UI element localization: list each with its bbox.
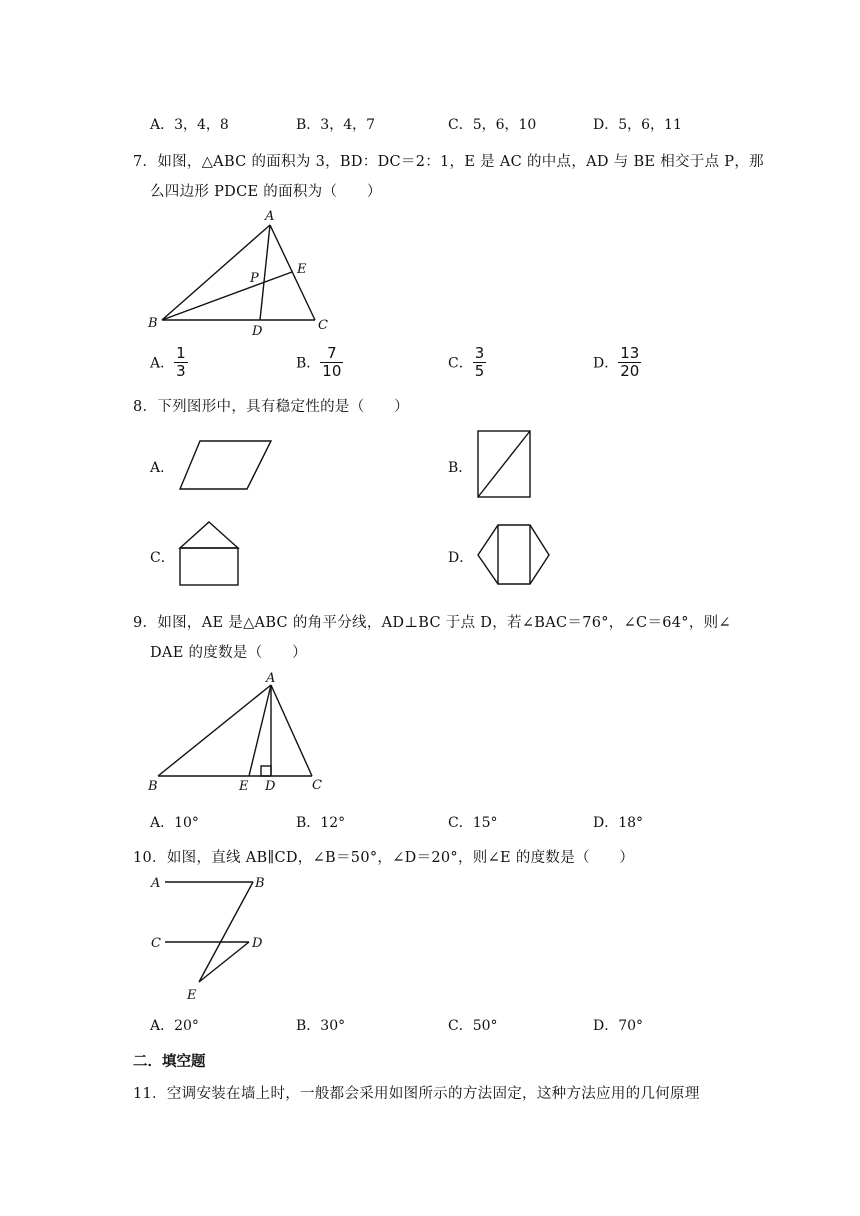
q9-label-c: C [312, 778, 322, 793]
q11-stem-line1: 11．空调安装在墙上时，一般都会采用如图所示的方法固定，这种方法应用的几何原理 [133, 1086, 700, 1102]
q7-option-b [296, 345, 343, 380]
q7-option-c [448, 345, 486, 380]
q7-option-d-num: 13 [620, 344, 640, 362]
q8-option-d-letter: D． [448, 550, 474, 566]
q7-option-a-letter: A． [150, 355, 175, 372]
q10-label-a: A [151, 876, 161, 891]
q7-label-a: A [265, 209, 275, 224]
q9-figure [140, 668, 340, 798]
q9-option-a: A．10° [150, 815, 199, 831]
q10-label-c: C [151, 936, 161, 951]
q10-label-b: B [255, 876, 265, 891]
q7-option-d [593, 345, 641, 380]
q7-option-c-den: 5 [474, 362, 485, 380]
q10-option-d: D．70° [593, 1018, 644, 1034]
q8-option-b-letter: B． [448, 460, 473, 476]
q8-option-c-letter: C． [150, 550, 175, 566]
q8-figure-rect-diagonal [473, 426, 535, 502]
q10-option-b: B．30° [296, 1018, 346, 1034]
q8-stem-line1: 8．下列图形中，具有稳定性的是（ ） [133, 399, 409, 415]
q7-option-b-num: 7 [320, 345, 343, 363]
q7-figure [140, 205, 340, 340]
q10-label-d: D [252, 936, 263, 951]
q9-label-b: B [148, 779, 158, 794]
q9-stem-line2: DAE 的度数是（ ） [150, 645, 307, 661]
q6-option-a: A．3，4，8 [150, 117, 229, 133]
q7-option-b-den: 10 [322, 362, 342, 380]
q8-figure-house [173, 517, 245, 591]
q7-option-d-den: 20 [620, 362, 640, 380]
q10-figure [145, 868, 275, 1006]
q9-label-d: D [265, 779, 276, 794]
q7-option-a-num: 1 [176, 344, 186, 362]
q7-option-a [150, 345, 188, 380]
q9-option-d: D．18° [593, 815, 644, 831]
q10-option-a: A．20° [150, 1018, 199, 1034]
q10-stem-line1: 10．如图，直线 AB∥CD，∠B＝50°，∠D＝20°，则∠E 的度数是（ ） [133, 850, 635, 866]
q7-option-c-num: 3 [474, 344, 485, 362]
q10-option-c: C．50° [448, 1018, 498, 1034]
q10-label-e: E [187, 988, 197, 1003]
q9-option-b: B．12° [296, 815, 346, 831]
q7-stem-line2: 么四边形 PDCE 的面积为（ ） [150, 184, 382, 200]
q7-option-d-letter: D． [593, 355, 619, 372]
q9-option-c: C．15° [448, 815, 498, 831]
q9-stem-line1: 9．如图，AE 是△ABC 的角平分线，AD⊥BC 于点 D，若∠BAC＝76°，∠C＝64°，则∠ [133, 615, 731, 631]
q7-label-d: D [252, 324, 263, 339]
q7-label-b: B [148, 316, 158, 331]
section-title-fill-in: 二．填空题 [133, 1053, 206, 1070]
q9-label-e: E [239, 779, 249, 794]
q6-option-b: B．3，4，7 [296, 117, 376, 133]
q8-option-a-letter: A． [150, 460, 175, 476]
q7-stem-line1: 7．如图，△ABC 的面积为 3，BD：DC＝2：1，E 是 AC 的中点，AD 与 BE 相交于点 P，那 [133, 154, 764, 170]
q7-label-e: E [297, 262, 307, 277]
q7-label-p: P [250, 271, 259, 286]
q6-option-d: D．5，6，11 [593, 117, 682, 133]
q7-option-b-letter: B． [296, 355, 321, 372]
q7-option-a-den: 3 [176, 362, 186, 380]
q7-option-c-letter: C． [448, 355, 473, 372]
q8-figure-hexagon [472, 520, 554, 590]
q8-figure-parallelogram [175, 436, 275, 494]
q6-option-c: C．5，6，10 [448, 117, 537, 133]
q9-label-a: A [266, 671, 276, 686]
q7-label-c: C [318, 318, 328, 333]
